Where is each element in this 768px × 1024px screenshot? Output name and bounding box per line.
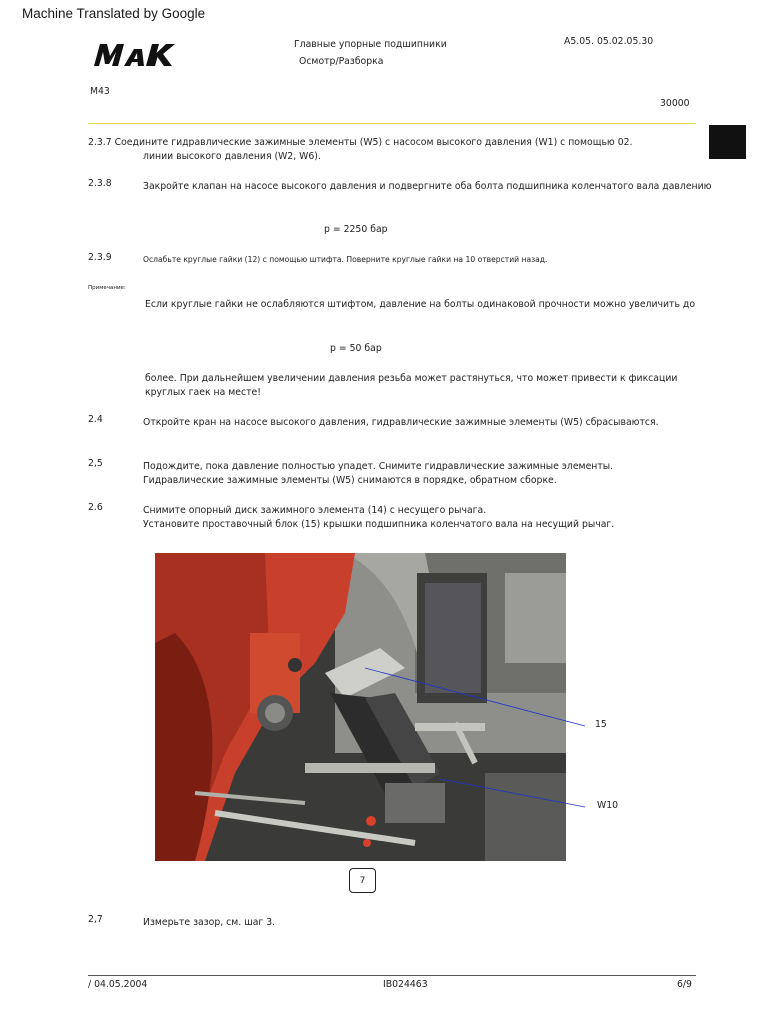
engine-model: M43 [90, 86, 110, 97]
footer-doc-id: IB024463 [383, 979, 428, 990]
step-text: Снимите опорный диск зажимного элемента (14) с несущего рычага. [143, 505, 487, 516]
step-number: 2.6 [88, 502, 103, 513]
section-tab-marker [709, 125, 746, 159]
step-text: Откройте кран на насосе высокого давления, гидравлические зажимные элементы (W5) сбрасываются. [143, 417, 659, 428]
header-title: Главные упорные подшипники [294, 39, 447, 50]
step-text-continued: Гидравлические зажимные элементы (W5) снимаются в порядке, обратном сборке. [143, 475, 557, 486]
callout-line-15 [365, 668, 585, 726]
note-continued-2: круглых гаек на месте! [145, 387, 261, 398]
note-pressure-value: p = 50 бар [330, 343, 382, 354]
note-label: Примечание: [88, 285, 126, 291]
step-text: Ослабьте круглые гайки (12) с помощью штифта. Поверните круглые гайки на 10 отверстий назад. [143, 255, 548, 264]
step-text-continued: Установите проставочный блок (15) крышки подшипника коленчатого вала на несущий рычаг. [143, 519, 615, 530]
callout-label: W10 [597, 800, 619, 811]
step-number: 2,5 [88, 458, 103, 469]
machine-translation-banner: Machine Translated by Google [22, 6, 206, 21]
step-number: 2.4 [88, 414, 103, 425]
mak-logo [90, 40, 190, 70]
step-text: Соедините гидравлические зажимные элементы (W5) с насосом высокого давления (W1) с помощью 02. [114, 137, 633, 148]
doc-code: A5.05. 05.02.05.30 [564, 36, 654, 47]
pressure-value: p = 2250 бар [324, 224, 388, 235]
footer-date: / 04.05.2004 [88, 979, 148, 990]
step-text: Закройте клапан на насосе высокого давления и подвергните оба болта подшипника коленчатого вала давлению [143, 181, 712, 192]
note-text: Если круглые гайки не ослабляются штифтом, давление на болты одинаковой прочности можно увеличить до [145, 299, 696, 310]
callout-lines [155, 553, 615, 861]
footer-page-number: 6/9 [677, 979, 692, 990]
step-text: Измерьте зазор, см. шаг 3. [143, 917, 276, 928]
step-number: 2,7 [88, 914, 103, 925]
figure-number: 7 [349, 868, 376, 893]
step-number: 2.3.8 [88, 178, 112, 189]
step-number: 2.3.9 [88, 252, 112, 263]
step-text: Подождите, пока давление полностью упадет. Снимите гидравлические зажимные элементы. [143, 461, 614, 472]
note-continued-1: более. При дальнейшем увеличении давления резьба может растянуться, что может привести к фиксации [145, 373, 678, 384]
header-subtitle: Осмотр/Разборка [299, 56, 384, 67]
footer-rule [88, 975, 696, 976]
maintenance-interval: 30000 [660, 98, 690, 109]
step-number: 2.3.7 [88, 137, 112, 148]
step-row [88, 136, 633, 150]
callout-label: 15 [595, 719, 607, 730]
callout-line-w10 [440, 779, 585, 807]
header-rule [88, 123, 696, 124]
step-text-continued: линии высокого давления (W2, W6). [143, 151, 321, 162]
